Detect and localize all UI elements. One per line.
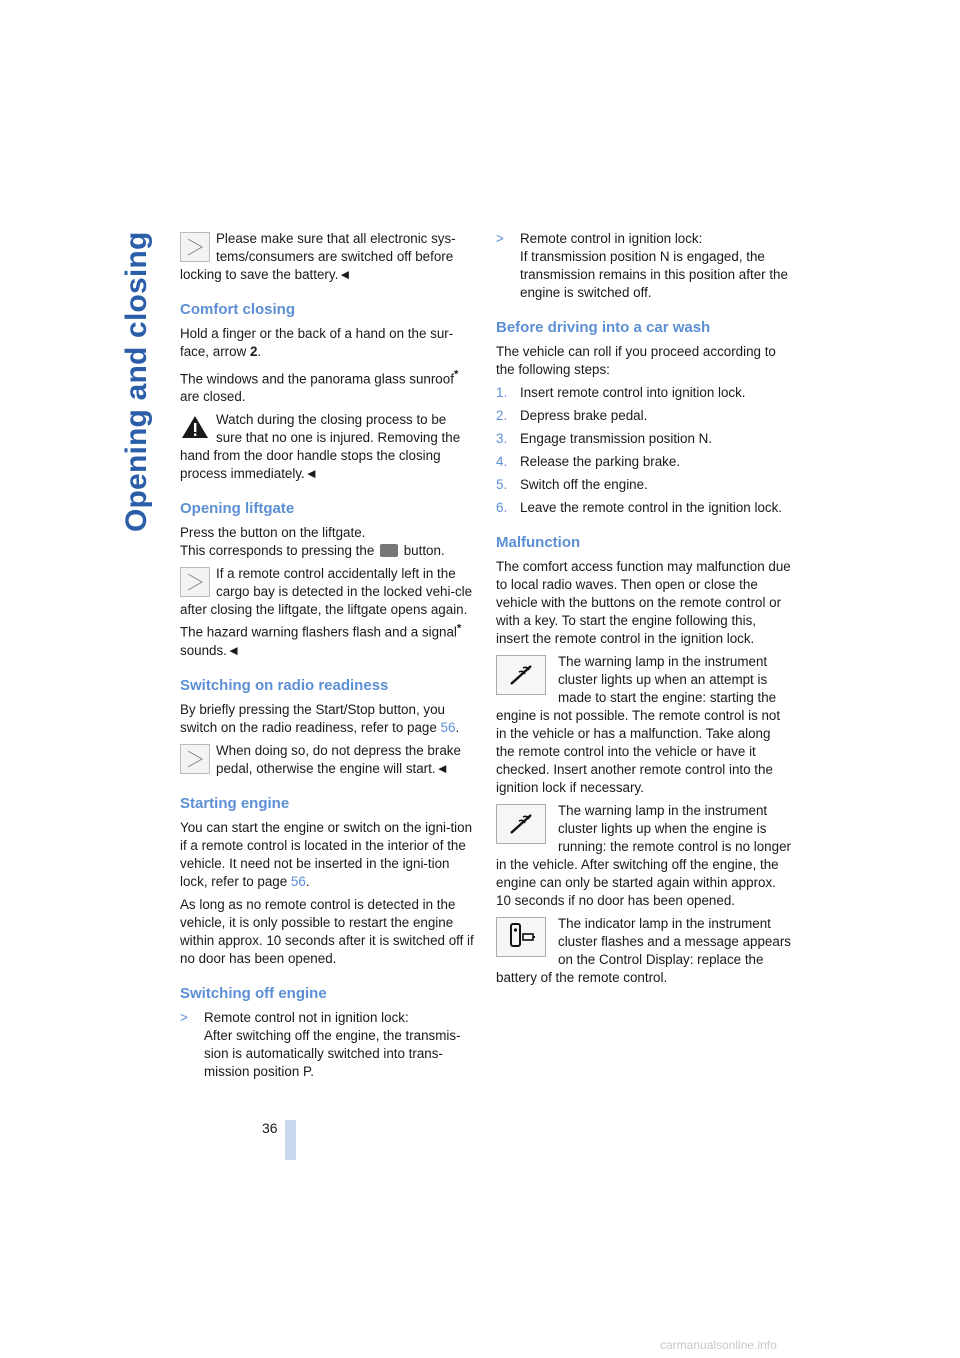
lamp-note-3: The indicator lamp in the instrument cluster flashes and a message appears on the Control Display: replace the battery of the remote control. — [496, 916, 791, 985]
list-item: 2. Depress brake pedal. — [496, 408, 648, 423]
carwash-steps — [496, 384, 791, 517]
starting-paragraph-2: As long as no remote control is detected in the vehicle, it is only possible to restart the engine within approx. 10 seconds after it is switched off if no door has been opened. — [180, 896, 474, 966]
page-tab-marker — [285, 1120, 296, 1160]
list-item: 1. Insert remote control into ignition lock. — [496, 385, 746, 400]
heading-switching-off-engine: Switching off engine — [180, 984, 327, 1002]
comfort-paragraph-2: The windows and the panorama glass sunroof* are closed. — [180, 369, 459, 405]
chapter-title: Opening and closing — [120, 231, 153, 532]
warning-lamp-remote-icon — [496, 655, 546, 695]
heading-radio-readiness: Switching on radio readiness — [180, 676, 389, 694]
note-liftgate: If a remote control accidentally left in the cargo bay is detected in the locked vehi-cle after closing the liftgate, the liftgate opens again. The hazard warning flashers flash and a signal* sounds.◄ — [180, 566, 473, 658]
chapter-sidebar — [118, 232, 156, 532]
note-triangle-icon — [180, 744, 210, 774]
comfort-paragraph-1: Hold a finger or the back of a hand on the sur-face, arrow 2. — [180, 326, 454, 359]
heading-opening-liftgate: Opening liftgate — [180, 500, 295, 518]
watermark: carmanualsonline.info — [660, 1338, 777, 1352]
note-text: Please make sure that all electronic sys-tems/consumers are switched off before locking to save the battery.◄ — [180, 231, 456, 282]
left-column — [180, 230, 475, 1087]
switch-off-list-continued — [496, 230, 791, 302]
starting-paragraph-1: You can start the engine or switch on the igni-tion if a remote control is located in the interior of the vehicle. It need not be inserted in the igni-tion lock, refer to page 56. — [180, 819, 473, 889]
list-item: 6. Leave the remote control in the ignition lock. — [496, 500, 783, 515]
heading-comfort-closing: Comfort closing — [180, 301, 295, 318]
carwash-intro: The vehicle can roll if you proceed according to the following steps: — [496, 344, 776, 377]
remote-battery-icon — [496, 917, 546, 957]
note-radio: When doing so, do not depress the brake pedal, otherwise the engine will start.◄ — [180, 742, 475, 778]
note-triangle-icon — [180, 567, 210, 597]
right-column — [496, 230, 791, 992]
malfunction-paragraph: The comfort access function may malfunction due to local radio waves. Then open or close the vehicle with the buttons on the remote control or with a key. To start the engine following this, insert the remote control in the ignition lock. — [496, 559, 791, 646]
list-item: > Remote control in ignition lock: If transmission position N is engaged, the transmission remains in this position after the engine is switched off. — [496, 231, 788, 300]
heading-car-wash: Before driving into a car wash — [496, 319, 711, 336]
list-item: > Remote control not in ignition lock: After switching off the engine, the transmis-sion is automatically switched into trans-mission position P. — [180, 1009, 461, 1079]
liftgate-paragraph-1: Press the button on the liftgate. — [180, 525, 366, 541]
liftgate-paragraph-2: This corresponds to pressing the button. — [180, 543, 445, 559]
warning-lamp-remote-icon — [496, 804, 546, 844]
page-number: 36 — [262, 1120, 278, 1136]
liftgate-button-icon — [380, 544, 398, 557]
list-item: 5. Switch off the engine. — [496, 477, 648, 492]
page-link-56[interactable]: 56 — [440, 719, 456, 735]
radio-paragraph: By briefly pressing the Start/Stop button, you switch on the radio readiness, refer to page 56. — [180, 701, 460, 735]
warning-note: Watch during the closing process to be sure that no one is injured. Removing the hand from the door handle stops the closing process immediately.◄ — [180, 412, 461, 482]
note-triangle-icon — [180, 232, 210, 262]
switch-off-list — [180, 1009, 475, 1081]
list-item: 3. Engage transmission position N. — [496, 431, 713, 446]
lamp-note-2: The warning lamp in the instrument cluster lights up when the engine is running: the remote control is no longer in the vehicle. After switching off the engine, the engine can only be started again within approx. 10 seconds if no door has been opened. — [496, 803, 791, 908]
lamp-note-1: The warning lamp in the instrument cluster lights up when an attempt is made to start the engine: starting the engine is not possible. The remote control is not in the vehicle or has a malfunction. Take along the remote control into the vehicle or have it checked. Insert another remote control into the ignition lock if necessary. — [496, 654, 781, 795]
page-link-56[interactable]: 56 — [290, 873, 306, 889]
warning-icon — [180, 413, 210, 443]
heading-starting-engine: Starting engine — [180, 794, 290, 812]
note-battery — [180, 230, 475, 284]
heading-malfunction: Malfunction — [496, 534, 581, 551]
list-item: 4. Release the parking brake. — [496, 454, 681, 469]
